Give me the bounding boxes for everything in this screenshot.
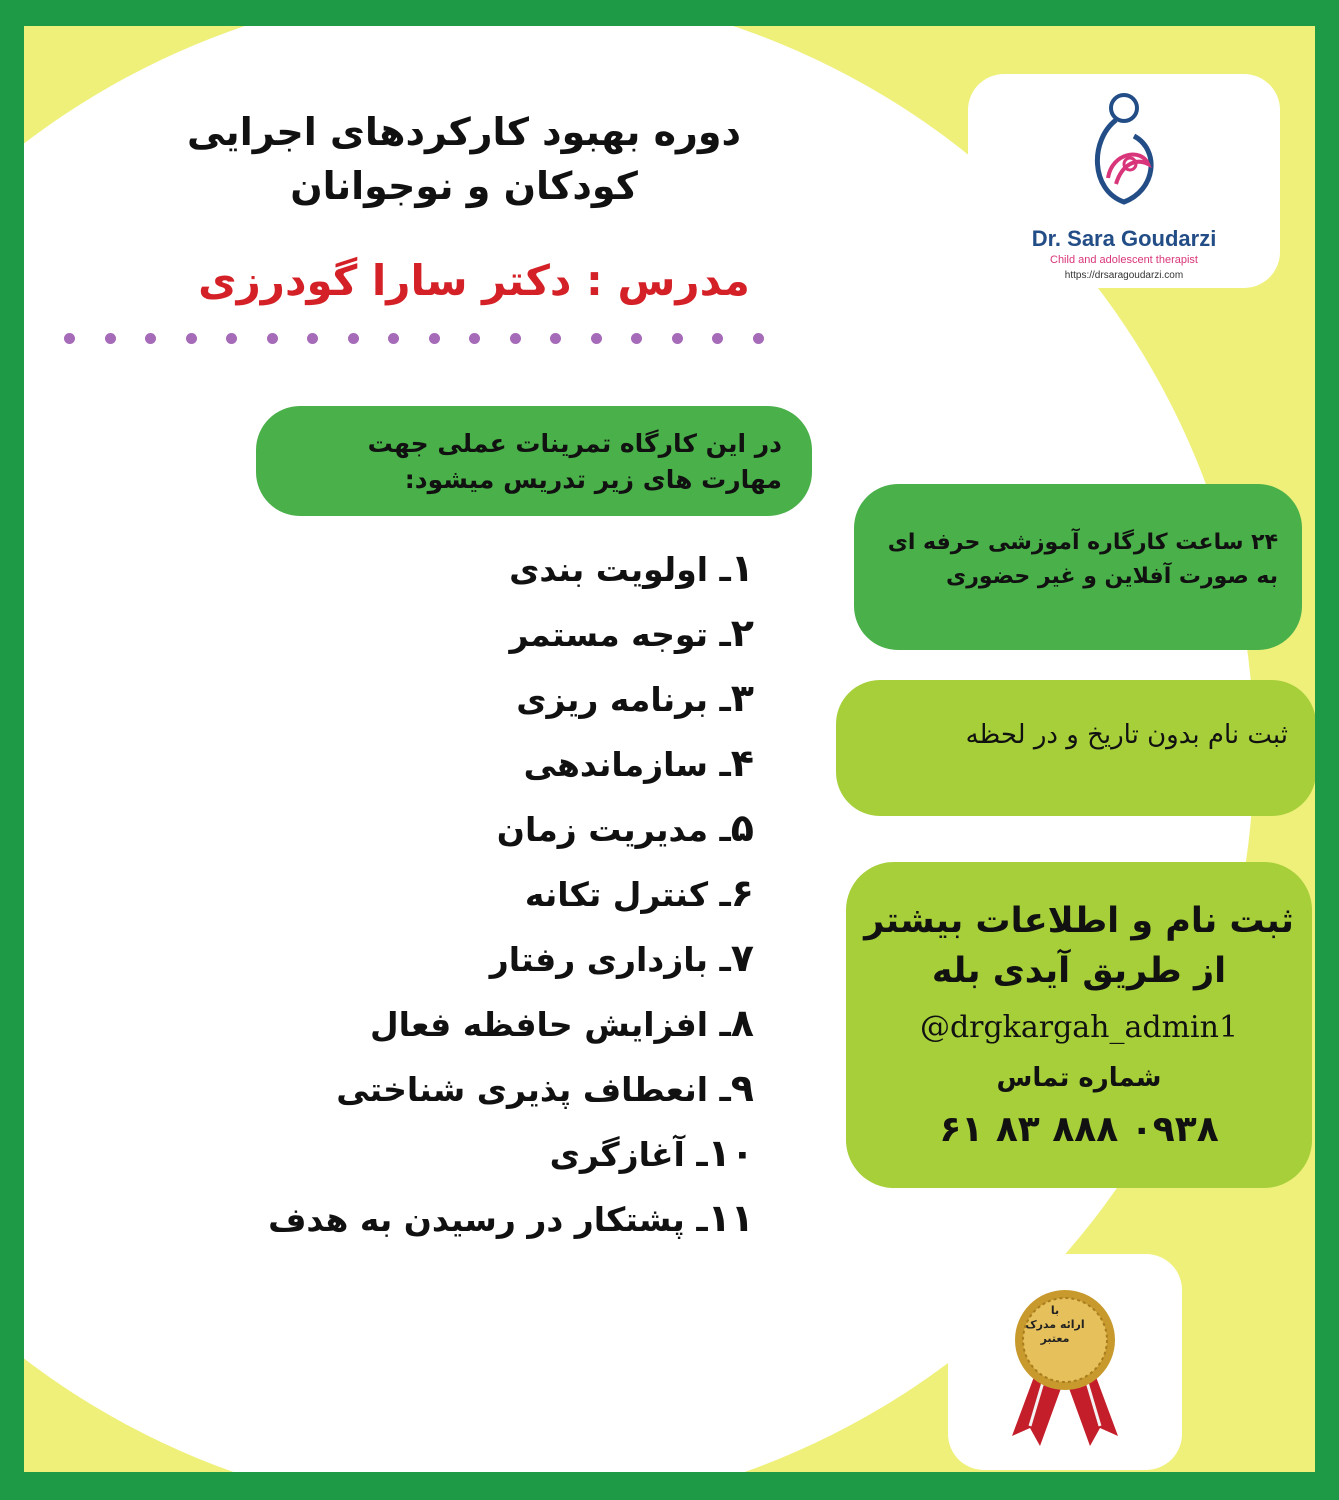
course-title-line2: کودکان و نوجوانان (290, 164, 638, 208)
certificate-medal-icon (990, 1276, 1140, 1452)
badge-line1: با (1050, 1304, 1060, 1317)
divider-dot (105, 333, 116, 344)
divider-dot (631, 333, 642, 344)
skill-number: ۱ (730, 546, 754, 590)
skill-item: ۹ـ انعطاف پذیری شناختی (336, 1066, 754, 1110)
divider-dot (550, 333, 561, 344)
skill-label: افزایش حافظه فعال (370, 1005, 709, 1044)
divider-dot (64, 333, 75, 344)
skill-number: ۷ (730, 936, 754, 980)
contact-box (846, 862, 1312, 1188)
skill-item: ۵ـ مدیریت زمان (496, 806, 754, 850)
skill-label: آغازگری (549, 1135, 685, 1174)
divider-dot (510, 333, 521, 344)
badge-line2: ارائه مدرک (1025, 1318, 1085, 1331)
skill-number: ۲ (730, 611, 754, 655)
skill-item: ۶ـ کنترل تکانه (524, 871, 754, 915)
divider-dot (753, 333, 764, 344)
skill-label: بازداری رفتار (489, 940, 709, 979)
skill-label: مدیریت زمان (496, 810, 709, 849)
logo-name: Dr. Sara Goudarzi (1031, 226, 1217, 251)
divider-dot (348, 333, 359, 344)
skill-number: ۹ (730, 1066, 754, 1110)
logo-url: https://drsaragoudarzi.com (1064, 270, 1184, 281)
skill-label: پشتکار در رسیدن به هدف (268, 1200, 685, 1239)
skills-list (214, 546, 754, 1261)
divider-dot (388, 333, 399, 344)
divider-dot (469, 333, 480, 344)
skill-item: ۷ـ بازداری رفتار (489, 936, 754, 980)
divider-dot (267, 333, 278, 344)
skill-number: ۵ (730, 806, 754, 850)
divider-dot (672, 333, 683, 344)
skill-number: ۸ (730, 1001, 754, 1045)
divider-dot (145, 333, 156, 344)
skill-item: ۴ـ سازماندهی (523, 741, 754, 785)
workshop-intro-box (256, 406, 812, 516)
instructor-name: مدرس : دکتر سارا گودرزی (198, 256, 750, 305)
skill-item: ۱ـ اولویت بندی (509, 546, 754, 590)
phone-number[interactable]: ۰۹۳۸ ۸۸۸ ۸۳ ۶۱ (939, 1109, 1219, 1150)
logo-mother-child-icon (1086, 90, 1162, 220)
divider-dot (226, 333, 237, 344)
registration-text: ثبت نام بدون تاریخ و در لحظه (965, 720, 1288, 750)
course-title-line1: دوره بهبود کارکردهای اجرایی (186, 110, 742, 154)
skill-item: ۲ـ توجه مستمر (509, 611, 754, 655)
skill-item: ۱۰ـ آغازگری (549, 1131, 754, 1175)
skill-label: توجه مستمر (509, 615, 709, 654)
divider-dot (186, 333, 197, 344)
divider-dot (712, 333, 723, 344)
contact-line2: از طریق آیدی بله (931, 951, 1227, 991)
logo-card (968, 74, 1280, 288)
badge-line3: معتبر (1040, 1332, 1070, 1345)
hours-line1: ۲۴ ساعت کارگاره آموزشی حرفه ای (887, 530, 1278, 555)
skill-item: ۸ـ افزایش حافظه فعال (370, 1001, 754, 1045)
divider-dot (591, 333, 602, 344)
skill-number: ۳ (730, 676, 754, 720)
skill-item: ۳ـ برنامه ریزی (516, 676, 754, 720)
messenger-id[interactable]: @drgkargah_admin1 (919, 1010, 1239, 1045)
dotted-divider (64, 328, 764, 348)
intro-line2: مهارت های زیر تدریس میشود: (404, 465, 782, 494)
skill-item: ۱۱ـ پشتکار در رسیدن به هدف (268, 1196, 754, 1240)
skill-label: انعطاف پذیری شناختی (336, 1070, 709, 1109)
skill-label: کنترل تکانه (524, 875, 709, 914)
hours-line2: به صورت آفلاین و غیر حضوری (946, 564, 1278, 589)
certificate-badge-text (1012, 1304, 1098, 1346)
skill-number: ۴ (730, 741, 754, 785)
skill-label: سازماندهی (523, 745, 709, 784)
skill-number: ۱۱ (707, 1196, 754, 1240)
certificate-badge-card (948, 1254, 1182, 1470)
hours-info-box (854, 484, 1302, 650)
skill-number: ۱۰ (707, 1131, 754, 1175)
poster-background (24, 26, 1315, 1472)
divider-dot (429, 333, 440, 344)
contact-line1: ثبت نام و اطلاعات بیشتر (864, 901, 1294, 941)
skill-label: اولویت بندی (509, 550, 709, 589)
phone-label: شماره تماس (996, 1063, 1162, 1093)
registration-box (836, 680, 1315, 816)
logo-subtitle: Child and adolescent therapist (1050, 254, 1198, 266)
intro-line1: در این کارگاه تمرینات عملی جهت (367, 429, 782, 458)
divider-dot (307, 333, 318, 344)
skill-number: ۶ (730, 871, 754, 915)
skill-label: برنامه ریزی (516, 680, 709, 719)
